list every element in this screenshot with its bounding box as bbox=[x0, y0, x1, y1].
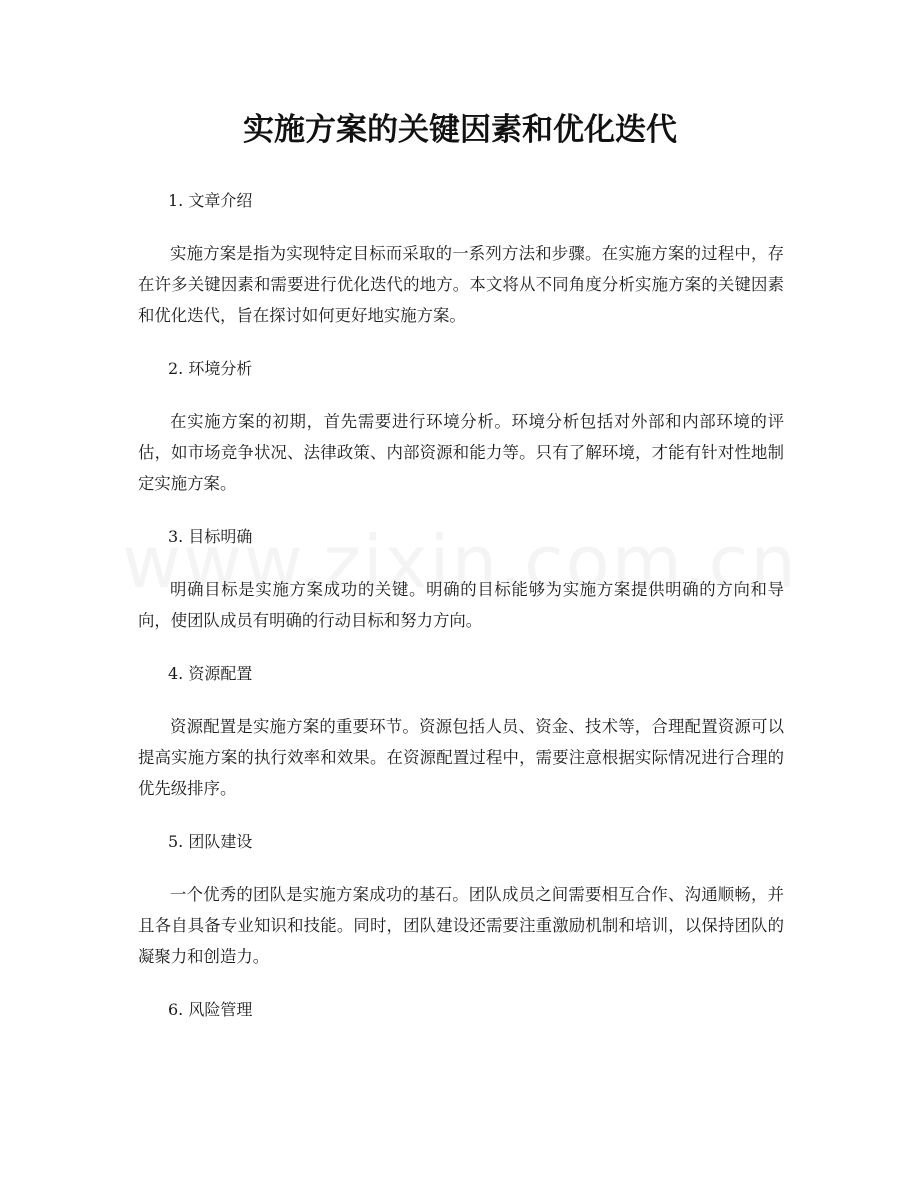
section-heading: 5. 团队建设 bbox=[168, 832, 253, 851]
section-1 bbox=[138, 186, 784, 354]
section-paragraph: 资源配置是实施方案的重要环节。资源包括人员、资金、技术等，合理配置资源可以提高实施方案的执行效率和效果。在资源配置过程中，需要注意根据实际情况进行合理的优先级排序。 bbox=[138, 717, 784, 798]
section-3 bbox=[138, 522, 784, 659]
section-heading: 3. 目标明确 bbox=[168, 527, 253, 546]
section-heading: 4. 资源配置 bbox=[168, 664, 253, 683]
section-2 bbox=[138, 354, 784, 522]
section-heading: 2. 环境分析 bbox=[168, 359, 253, 378]
section-4 bbox=[138, 659, 784, 827]
section-heading: 1. 文章介绍 bbox=[168, 191, 253, 210]
document-body bbox=[138, 186, 784, 1025]
section-5 bbox=[138, 827, 784, 995]
section-paragraph: 一个优秀的团队是实施方案成功的基石。团队成员之间需要相互合作、沟通顺畅，并且各自具备专业知识和技能。同时，团队建设还需要注重激励机制和培训，以保持团队的凝聚力和创造力。 bbox=[138, 885, 784, 966]
section-paragraph: 实施方案是指为实现特定目标而采取的一系列方法和步骤。在实施方案的过程中，存在许多关键因素和需要进行优化迭代的地方。本文将从不同角度分析实施方案的关键因素和优化迭代，旨在探讨如何更好地实施方案。 bbox=[138, 244, 784, 325]
section-heading: 6. 风险管理 bbox=[168, 1000, 253, 1019]
section-paragraph: 在实施方案的初期，首先需要进行环境分析。环境分析包括对外部和内部环境的评估，如市场竞争状况、法律政策、内部资源和能力等。只有了解环境，才能有针对性地制定实施方案。 bbox=[138, 412, 784, 493]
section-6 bbox=[138, 995, 784, 1025]
page-title: 实施方案的关键因素和优化迭代 bbox=[243, 112, 677, 148]
section-paragraph: 明确目标是实施方案成功的关键。明确的目标能够为实施方案提供明确的方向和导向，使团队成员有明确的行动目标和努力方向。 bbox=[138, 580, 784, 630]
